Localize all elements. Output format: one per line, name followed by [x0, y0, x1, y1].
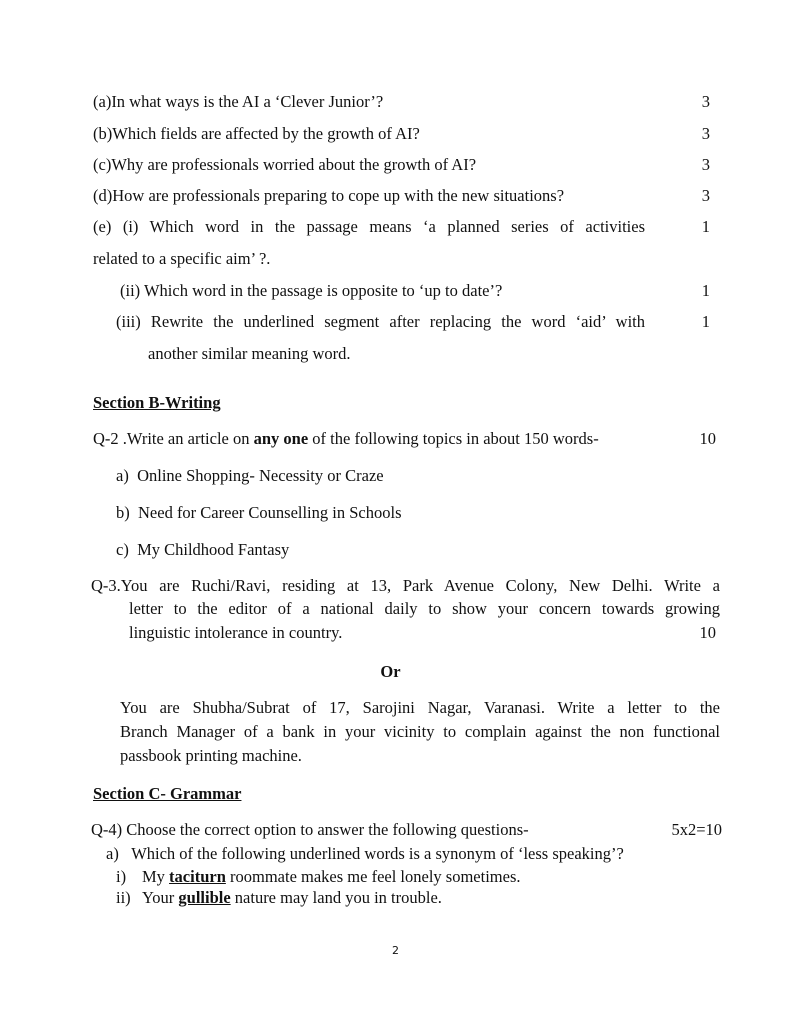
question-e-iii-marks: 1 [701, 312, 710, 331]
option-keyword: taciturn [169, 867, 226, 886]
question-3-alt-line1: You are Shubha/Subrat of 17, Sarojini Nagar, Varanasi. Write a letter to the [120, 698, 720, 717]
topic-option-label: a) [116, 466, 129, 485]
option-post: roommate makes me feel lonely sometimes. [225, 867, 521, 886]
question-2-marks: 10 [699, 429, 716, 448]
question-2-suffix: of the following topics in about 150 words- [308, 429, 599, 448]
question-3-line3: linguistic intolerance in country. [129, 623, 343, 642]
question-d-marks: 3 [701, 186, 710, 205]
option-label: ii) [116, 888, 131, 907]
topic-option-c [116, 540, 289, 560]
question-e-ii-marks: 1 [701, 281, 710, 300]
topic-option-label: b) [116, 503, 130, 522]
question-3-line2: letter to the editor of a national daily to show your concern towards growing [129, 599, 720, 618]
question-e-ii: (ii) Which word in the passage is opposite to ‘up to date’? [120, 281, 503, 300]
topic-option-text: Online Shopping- Necessity or Craze [137, 466, 384, 485]
option-keyword: gullible [178, 888, 231, 907]
question-e-iii-line1: (iii) Rewrite the underlined segment after replacing the word ‘aid’ with [116, 312, 645, 331]
question-4a-option-i [116, 867, 521, 887]
option-post: nature may land you in trouble. [230, 888, 442, 907]
or-separator [0, 662, 791, 682]
question-c-marks: 3 [701, 155, 710, 174]
question-e-iii-line2: another similar meaning word. [148, 344, 351, 363]
question-b-marks: 3 [701, 124, 710, 143]
question-b: (b)Which fields are affected by the growth of AI? [93, 124, 420, 143]
or-label: Or [380, 662, 401, 681]
option-pre: My [142, 867, 170, 886]
question-3-alt-line2: Branch Manager of a bank in your vicinity to complain against the non functional [120, 722, 720, 741]
question-2-emphasis: any one [253, 429, 309, 448]
question-4-marks: 5x2=10 [671, 820, 722, 839]
question-e-i-line1: (e) (i) Which word in the passage means ‘a planned series of activities [93, 217, 645, 236]
question-3-line1: Q-3.You are Ruchi/Ravi, residing at 13, Park Avenue Colony, New Delhi. Write a [91, 576, 720, 595]
question-d: (d)How are professionals preparing to cope up with the new situations? [93, 186, 565, 205]
question-4a [106, 844, 624, 864]
page-number: 2 [392, 944, 399, 957]
question-e-i-line2: related to a specific aim’ ?. [93, 249, 271, 268]
topic-option-text: My Childhood Fantasy [137, 540, 290, 559]
option-pre: Your [142, 888, 179, 907]
topic-option-a [116, 466, 384, 486]
question-3-marks: 10 [699, 623, 716, 642]
topic-option-b [116, 503, 401, 523]
question-3-alt-line3: passbook printing machine. [120, 746, 302, 765]
topic-option-label: c) [116, 540, 129, 559]
question-a: (a)In what ways is the AI a ‘Clever Junior’? [93, 92, 384, 111]
question-c: (c)Why are professionals worried about the growth of AI? [93, 155, 477, 174]
question-2-prefix: Q-2 .Write an article on [93, 429, 254, 448]
question-4a-label: a) [106, 844, 119, 863]
option-label: i) [116, 867, 127, 886]
question-4a-text: Which of the following underlined words is a synonym of ‘less speaking’? [131, 844, 624, 863]
question-2 [93, 429, 599, 449]
question-4: Q-4) Choose the correct option to answer the following questions- [91, 820, 529, 839]
question-a-marks: 3 [701, 92, 710, 111]
section-b-heading: Section B-Writing [93, 393, 221, 412]
question-e-i-marks: 1 [701, 217, 710, 236]
section-c-heading: Section C- Grammar [93, 784, 242, 803]
topic-option-text: Need for Career Counselling in Schools [138, 503, 402, 522]
question-4a-option-ii [116, 888, 442, 908]
